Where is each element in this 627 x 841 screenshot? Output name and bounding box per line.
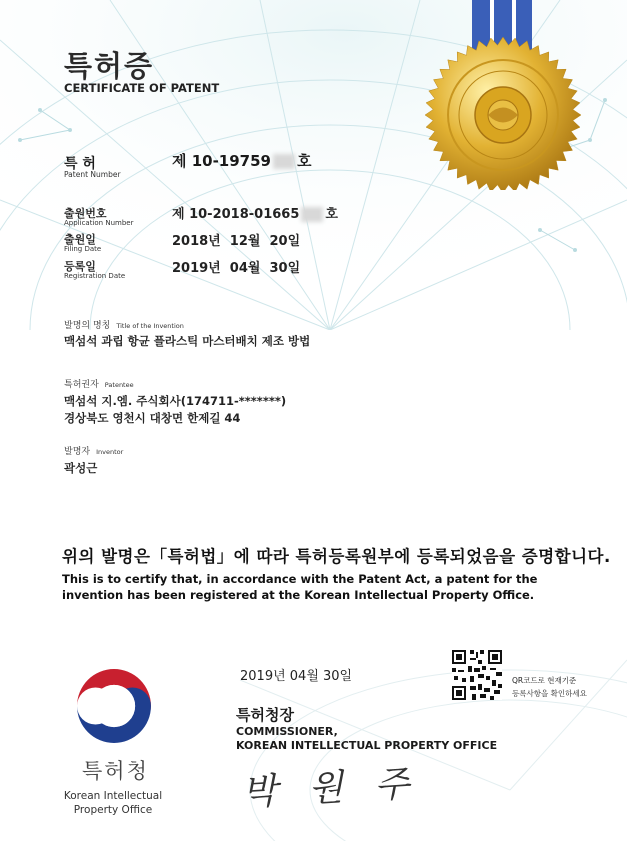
commissioner-signature: 박 원 주	[241, 763, 421, 814]
issue-date: 2019년 04월 30일	[240, 669, 353, 684]
application-number-suffix: 호	[325, 207, 338, 222]
registration-date-value: 2019년 04월 30일	[172, 261, 301, 276]
application-number-prefix: 제 10-2018-01665	[172, 207, 300, 222]
patent-number-value	[172, 150, 312, 171]
application-number-label-ko: 출원번호	[64, 207, 107, 220]
gold-seal	[418, 0, 588, 190]
certificate-title-ko: 특허증	[64, 49, 155, 83]
qr-code-icon[interactable]	[452, 650, 502, 700]
patentee-label-ko: 특허권자	[64, 380, 99, 390]
patentee-name: 맥섬석 지.엠. 주식회사(174711-*******)	[64, 394, 287, 408]
commissioner-title-ko: 특허청장	[236, 706, 294, 724]
qr-instruction-line-2: 등록사항을 확인하세요	[512, 689, 587, 698]
statement-en: This is to certify that, in accordance with the Patent Act, a patent for the invention has been registered at the Korean Intellectual Property Office.	[62, 572, 538, 602]
registration-date-label-ko: 등록일	[64, 260, 96, 273]
application-number-label-en: Application Number	[64, 219, 134, 227]
invention-title-label-ko: 발명의 명칭	[64, 321, 111, 331]
commissioner-title-en	[236, 725, 497, 753]
qr-instruction-line-1: QR코드로 현재기준	[512, 676, 577, 685]
filing-date-label-ko: 출원일	[64, 233, 96, 246]
kipo-taeguk-logo-icon	[70, 662, 158, 750]
patent-number-label-ko: 특 허	[64, 156, 96, 172]
application-number-value	[172, 203, 338, 222]
kipo-name-en	[48, 789, 178, 817]
registration-date-label-en: Registration Date	[64, 272, 126, 280]
patentee-label-en: Patentee	[104, 381, 134, 389]
inventor-label-ko: 발명자	[64, 447, 91, 457]
patentee-label	[64, 377, 134, 390]
statement-ko: 위의 발명은「특허법」에 따라 특허등록원부에 등록되었음을 증명합니다.	[62, 547, 611, 566]
invention-title-label	[64, 318, 184, 331]
commissioner-title-en-line-1: COMMISSIONER,	[236, 725, 338, 738]
inventor-label	[64, 444, 123, 457]
patent-number-suffix: 호	[297, 152, 312, 170]
qr-instruction	[512, 674, 587, 700]
invention-title-label-en: Title of the Invention	[116, 322, 184, 330]
inventor-name: 곽성근	[64, 461, 98, 475]
certificate-title-en: CERTIFICATE OF PATENT	[64, 81, 220, 95]
patentee-address: 경상북도 영천시 대창면 한제길 44	[64, 411, 241, 425]
commissioner-title-en-line-2: KOREAN INTELLECTUAL PROPERTY OFFICE	[236, 739, 498, 752]
filing-date-value: 2018년 12월 20일	[172, 234, 301, 249]
kipo-name-ko: 특허청	[82, 759, 149, 783]
kipo-name-en-line-2: Property Office	[73, 804, 153, 816]
kipo-name-en-line-1: Korean Intellectual	[63, 790, 163, 802]
invention-title-value: 맥섬석 과립 항균 플라스틱 마스터배치 제조 방법	[64, 334, 311, 348]
redaction-mask	[273, 154, 295, 169]
inventor-label-en: Inventor	[96, 448, 124, 456]
redaction-mask	[301, 207, 323, 222]
filing-date-label-en: Filing Date	[64, 245, 102, 253]
patent-number-label-en: Patent Number	[64, 170, 121, 179]
patent-number-prefix: 제 10-19759	[172, 152, 271, 170]
